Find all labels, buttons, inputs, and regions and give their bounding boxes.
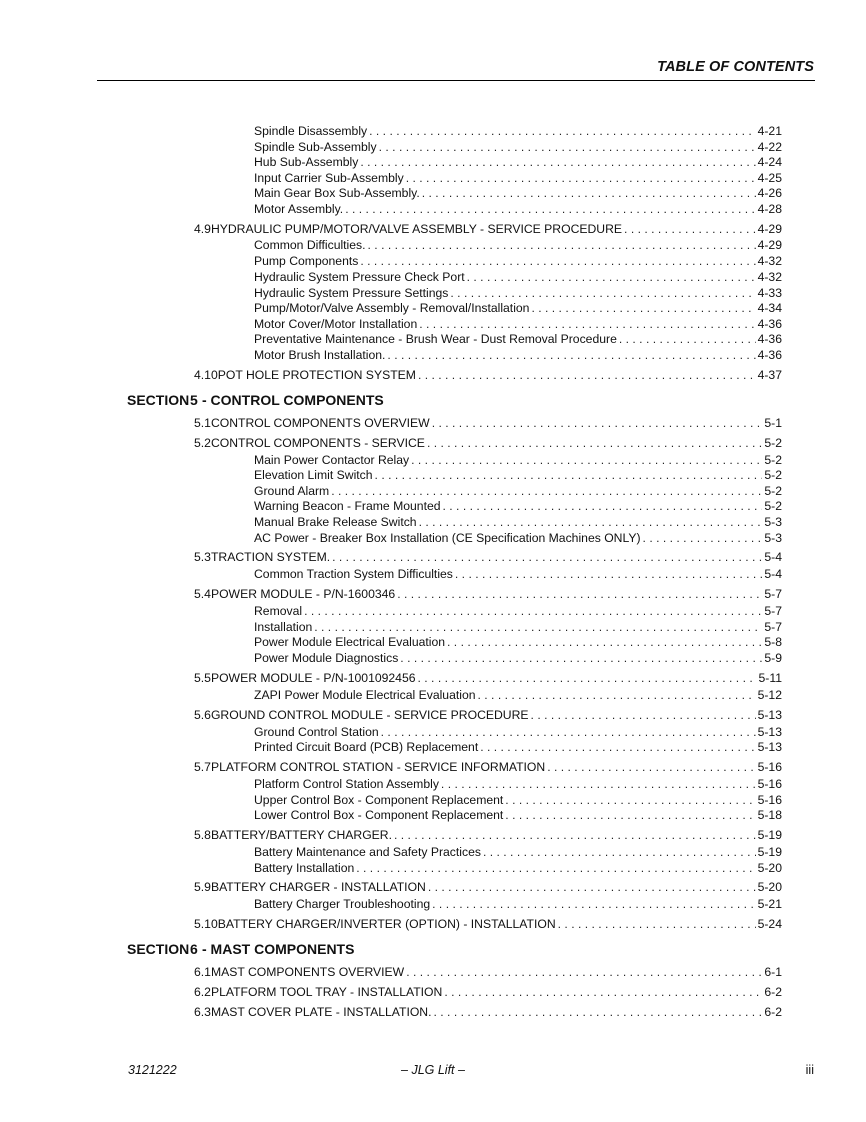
toc-entry-page: 5-2 <box>764 453 782 467</box>
toc-entry-page: 4-24 <box>757 155 782 169</box>
dot-leader <box>332 550 762 565</box>
toc-entry[interactable] <box>254 531 782 546</box>
toc-entry-page: 5-24 <box>757 917 782 931</box>
footer-page-number: iii <box>805 1063 814 1077</box>
dot-leader <box>478 688 756 703</box>
dot-leader <box>406 171 756 186</box>
dot-leader <box>369 124 755 139</box>
toc-entry-page: 4-36 <box>757 317 782 331</box>
toc-entry-label: Lower Control Box - Component Replacement <box>254 808 504 822</box>
dot-leader <box>422 186 756 201</box>
dot-leader <box>360 155 755 170</box>
toc-entry[interactable] <box>194 828 782 843</box>
toc-entry-page: 5-7 <box>764 604 782 618</box>
toc-entry-page: 4-22 <box>757 140 782 154</box>
section-number: 5 <box>190 392 198 408</box>
toc-entry[interactable] <box>254 453 782 468</box>
dot-leader <box>368 238 756 253</box>
toc-entry-page: 5-16 <box>757 777 782 791</box>
toc-entry[interactable] <box>254 286 782 301</box>
toc-entry[interactable] <box>194 671 782 686</box>
dot-leader <box>447 635 762 650</box>
toc-entry-page: 5-20 <box>757 861 782 875</box>
dot-leader <box>314 620 762 635</box>
toc-entry-label: ZAPI Power Module Electrical Evaluation <box>254 688 476 702</box>
toc-entry-label: Motor Assembly. <box>254 202 344 216</box>
toc-entry-page: 5-2 <box>764 468 782 482</box>
toc-entry-label: BATTERY CHARGER - INSTALLATION <box>210 880 426 894</box>
toc-entry-label: Main Power Contactor Relay <box>254 453 410 467</box>
toc-entry-page: 6-2 <box>764 985 782 999</box>
dot-leader <box>441 777 756 792</box>
toc-entry-number: 5.9 <box>194 880 211 894</box>
dot-leader <box>304 604 762 619</box>
toc-entry[interactable] <box>254 861 782 876</box>
toc-entry-label: CONTROL COMPONENTS OVERVIEW <box>210 416 430 430</box>
toc-entry[interactable] <box>254 468 782 483</box>
toc-entry[interactable] <box>254 688 782 703</box>
toc-entry-label: PLATFORM TOOL TRAY - INSTALLATION <box>210 985 443 999</box>
toc-entry[interactable] <box>254 140 782 155</box>
toc-entry-page: 5-7 <box>764 620 782 634</box>
toc-entry-page: 5-4 <box>764 567 782 581</box>
toc-entry-page: 5-8 <box>764 635 782 649</box>
toc-entry[interactable] <box>194 436 782 451</box>
toc-entry-page: 4-29 <box>757 222 782 236</box>
toc-entry-label: Motor Brush Installation. <box>254 348 386 362</box>
toc-entry-number: 5.7 <box>194 760 211 774</box>
dot-leader <box>356 861 755 876</box>
toc-entry-label: HYDRAULIC PUMP/MOTOR/VALVE ASSEMBLY - SERVICE PROCEDURE <box>210 222 623 236</box>
toc-entry[interactable] <box>254 155 782 170</box>
toc-entry-page: 5-2 <box>764 484 782 498</box>
toc-entry-page: 5-1 <box>764 416 782 430</box>
toc-entry[interactable] <box>254 777 782 792</box>
dot-leader <box>450 286 755 301</box>
toc-entry-label: AC Power - Breaker Box Installation (CE Specification Machines ONLY) <box>254 531 641 545</box>
dot-leader <box>443 499 763 514</box>
dot-leader <box>558 917 756 932</box>
toc-entry[interactable] <box>254 725 782 740</box>
toc-entry-page: 5-20 <box>757 880 782 894</box>
dot-leader <box>432 416 763 431</box>
dot-leader <box>428 880 756 895</box>
toc-entry-label: Platform Control Station Assembly <box>254 777 439 791</box>
toc-entry-label: Elevation Limit Switch <box>254 468 373 482</box>
toc-entry[interactable] <box>254 270 782 285</box>
toc-entry[interactable] <box>194 880 782 895</box>
toc-entry[interactable] <box>254 186 782 201</box>
toc-entry[interactable] <box>194 1005 782 1020</box>
dot-leader <box>434 1005 763 1020</box>
toc-entry[interactable] <box>254 897 782 912</box>
dot-leader <box>444 985 762 1000</box>
toc-entry-page: 4-36 <box>757 348 782 362</box>
dot-leader <box>643 531 763 546</box>
dot-leader <box>375 468 763 483</box>
toc-entry-label: Spindle Disassembly <box>254 124 368 138</box>
toc-entry[interactable] <box>254 484 782 499</box>
dot-leader <box>455 567 762 582</box>
toc-entry-label: Hub Sub-Assembly <box>254 155 359 169</box>
section-number: 6 <box>190 941 198 957</box>
toc-entry-page: 4-28 <box>757 202 782 216</box>
dot-leader <box>381 725 756 740</box>
dot-leader <box>411 453 762 468</box>
toc-entry-number: 5.3 <box>194 550 211 564</box>
toc-entry-label: Power Module Diagnostics <box>254 651 399 665</box>
toc-entry-number: 5.1 <box>194 416 211 430</box>
toc-entry[interactable] <box>254 845 782 860</box>
dot-leader <box>480 740 755 755</box>
dot-leader <box>406 965 762 980</box>
dot-leader <box>360 254 755 269</box>
toc-entry-page: 4-33 <box>757 286 782 300</box>
toc-entry[interactable] <box>194 985 782 1000</box>
dot-leader <box>619 332 756 347</box>
footer-doc-number: 3121222 <box>128 1063 177 1077</box>
dot-leader <box>547 760 755 775</box>
toc-entry-page: 5-9 <box>764 651 782 665</box>
toc-entry-page: 5-13 <box>757 708 782 722</box>
toc-entry-label: MAST COVER PLATE - INSTALLATION. <box>210 1005 432 1019</box>
toc-entry[interactable] <box>254 332 782 347</box>
dot-leader <box>345 202 755 217</box>
toc-entry-label: Manual Brake Release Switch <box>254 515 417 529</box>
section-heading[interactable] <box>127 941 354 957</box>
toc-entry-page: 5-16 <box>757 793 782 807</box>
toc-entry-label: BATTERY CHARGER/INVERTER (OPTION) - INSTALLATION <box>217 917 556 931</box>
toc-entry-page: 5-2 <box>764 499 782 513</box>
toc-entry-label: Preventative Maintenance - Brush Wear - Dust Removal Procedure <box>254 332 617 346</box>
toc-entry[interactable] <box>194 760 782 775</box>
toc-entry-label: Battery Installation <box>254 861 355 875</box>
toc-entry-number: 6.2 <box>194 985 211 999</box>
toc-entry-label: Main Gear Box Sub-Assembly. <box>254 186 420 200</box>
dot-leader <box>418 368 756 383</box>
toc-entry-label: POT HOLE PROTECTION SYSTEM <box>217 368 416 382</box>
toc-entry-page: 4-32 <box>757 270 782 284</box>
toc-entry[interactable] <box>254 620 782 635</box>
toc-entry[interactable] <box>254 515 782 530</box>
toc-entry-label: Upper Control Box - Component Replacement <box>254 793 504 807</box>
dot-leader <box>419 317 755 332</box>
toc-entry-label: Pump Components <box>254 254 359 268</box>
toc-entry-label: Removal <box>254 604 303 618</box>
toc-entry-page: 4-21 <box>757 124 782 138</box>
toc-entry-label: MAST COMPONENTS OVERVIEW <box>210 965 405 979</box>
toc-entry-page: 4-26 <box>757 186 782 200</box>
toc-entry[interactable] <box>254 635 782 650</box>
toc-entry-label: GROUND CONTROL MODULE - SERVICE PROCEDURE <box>210 708 529 722</box>
dot-leader <box>531 301 755 316</box>
toc-entry-label: Installation <box>254 620 313 634</box>
dot-leader <box>432 897 755 912</box>
toc-entry[interactable] <box>254 202 782 217</box>
toc-entry-page: 6-2 <box>764 1005 782 1019</box>
toc-entry-number: 5.8 <box>194 828 211 842</box>
toc-entry-label: PLATFORM CONTROL STATION - SERVICE INFORMATION <box>210 760 546 774</box>
toc-entry-label: Hydraulic System Pressure Settings <box>254 286 449 300</box>
toc-entry[interactable] <box>254 124 782 139</box>
dot-leader <box>483 845 756 860</box>
toc-entry[interactable] <box>194 917 782 932</box>
toc-entry-label: Printed Circuit Board (PCB) Replacement <box>254 740 479 754</box>
dot-leader <box>418 671 757 686</box>
toc-entry[interactable] <box>254 238 782 253</box>
toc-entry[interactable] <box>194 550 782 565</box>
section-title: - MAST COMPONENTS <box>202 941 355 957</box>
toc-entry-label: Hydraulic System Pressure Check Port <box>254 270 465 284</box>
toc-entry-label: Battery Charger Troubleshooting <box>254 897 431 911</box>
dot-leader <box>397 587 762 602</box>
toc-entry-label: Ground Control Station <box>254 725 379 739</box>
toc-entry-number: 5.4 <box>194 587 211 601</box>
toc-entry-label: Input Carrier Sub-Assembly <box>254 171 404 185</box>
toc-entry-page: 4-37 <box>757 368 782 382</box>
toc-entry[interactable] <box>194 222 782 237</box>
toc-entry-label: Battery Maintenance and Safety Practices <box>254 845 481 859</box>
toc-entry-label: TRACTION SYSTEM. <box>210 550 331 564</box>
dot-leader <box>427 436 762 451</box>
toc-entry[interactable] <box>194 708 782 723</box>
dot-leader <box>400 651 762 666</box>
toc-entry[interactable] <box>194 368 782 383</box>
toc-entry-label: POWER MODULE - P/N-1001092456 <box>210 671 416 685</box>
toc-entry-page: 4-34 <box>757 301 782 315</box>
toc-entry-page: 5-2 <box>764 436 782 450</box>
toc-entry-number: 6.1 <box>194 965 211 979</box>
toc-entry-page: 5-12 <box>757 688 782 702</box>
toc-entry-number: 5.2 <box>194 436 211 450</box>
section-word: SECTION <box>127 941 190 957</box>
toc-entry-number: 5.5 <box>194 671 211 685</box>
page-header-title: TABLE OF CONTENTS <box>657 59 814 75</box>
toc-entry-label: Common Difficulties. <box>254 238 366 252</box>
dot-leader <box>505 808 755 823</box>
toc-entry-page: 4-25 <box>757 171 782 185</box>
toc-entry-label: Power Module Electrical Evaluation <box>254 635 446 649</box>
toc-entry-label: Spindle Sub-Assembly <box>254 140 377 154</box>
footer-publisher: – JLG Lift – <box>401 1063 465 1077</box>
toc-entry[interactable] <box>254 317 782 332</box>
toc-entry-label: Ground Alarm <box>254 484 330 498</box>
toc-entry[interactable] <box>254 604 782 619</box>
toc-entry[interactable] <box>254 171 782 186</box>
toc-entry-page: 5-13 <box>757 725 782 739</box>
toc-entry[interactable] <box>254 740 782 755</box>
toc-entry-label: Pump/Motor/Valve Assembly - Removal/Installation <box>254 301 530 315</box>
toc-entry-page: 5-3 <box>764 531 782 545</box>
toc-entry-page: 5-19 <box>757 828 782 842</box>
toc-entry-number: 6.3 <box>194 1005 211 1019</box>
toc-entry-number: 4.9 <box>194 222 211 236</box>
toc-entry-label: BATTERY/BATTERY CHARGER. <box>210 828 392 842</box>
toc-entry-page: 5-13 <box>757 740 782 754</box>
toc-entry-page: 4-36 <box>757 332 782 346</box>
toc-entry[interactable] <box>254 808 782 823</box>
dot-leader <box>467 270 756 285</box>
section-heading[interactable] <box>127 392 384 408</box>
toc-entry[interactable] <box>194 965 782 980</box>
dot-leader <box>394 828 756 843</box>
dot-leader <box>379 140 756 155</box>
toc-entry-page: 5-18 <box>757 808 782 822</box>
toc-entry-page: 5-11 <box>758 671 782 685</box>
toc-entry[interactable] <box>194 416 782 431</box>
dot-leader <box>624 222 756 237</box>
toc-entry[interactable] <box>254 254 782 269</box>
toc-entry[interactable] <box>254 301 782 316</box>
toc-entry-page: 5-7 <box>764 587 782 601</box>
section-word: SECTION <box>127 392 190 408</box>
dot-leader <box>419 515 763 530</box>
toc-entry-page: 4-32 <box>757 254 782 268</box>
toc-entry-label: CONTROL COMPONENTS - SERVICE <box>210 436 425 450</box>
toc-entry-number: 5.6 <box>194 708 211 722</box>
toc-entry-number: 5.10 <box>194 917 218 931</box>
toc-entry[interactable] <box>194 587 782 602</box>
toc-entry-page: 5-4 <box>764 550 782 564</box>
dot-leader <box>331 484 762 499</box>
dot-leader <box>387 348 755 363</box>
toc-entry[interactable] <box>254 651 782 666</box>
toc-entry[interactable] <box>254 499 782 514</box>
toc-entry-page: 4-29 <box>757 238 782 252</box>
toc-entry-page: 5-3 <box>764 515 782 529</box>
toc-entry-page: 5-21 <box>757 897 782 911</box>
toc-entry[interactable] <box>254 567 782 582</box>
section-title: - CONTROL COMPONENTS <box>202 392 384 408</box>
toc-entry-page: 5-19 <box>757 845 782 859</box>
toc-entry-label: Motor Cover/Motor Installation <box>254 317 418 331</box>
dot-leader <box>531 708 756 723</box>
toc-entry-page: 5-16 <box>757 760 782 774</box>
toc-entry-label: Warning Beacon - Frame Mounted <box>254 499 441 513</box>
toc-entry-page: 6-1 <box>764 965 782 979</box>
toc-entry[interactable] <box>254 793 782 808</box>
toc-entry-label: Common Traction System Difficulties <box>254 567 453 581</box>
toc-entry-number: 4.10 <box>194 368 218 382</box>
toc-entry[interactable] <box>254 348 782 363</box>
dot-leader <box>505 793 755 808</box>
toc-entry-label: POWER MODULE - P/N-1600346 <box>210 587 396 601</box>
